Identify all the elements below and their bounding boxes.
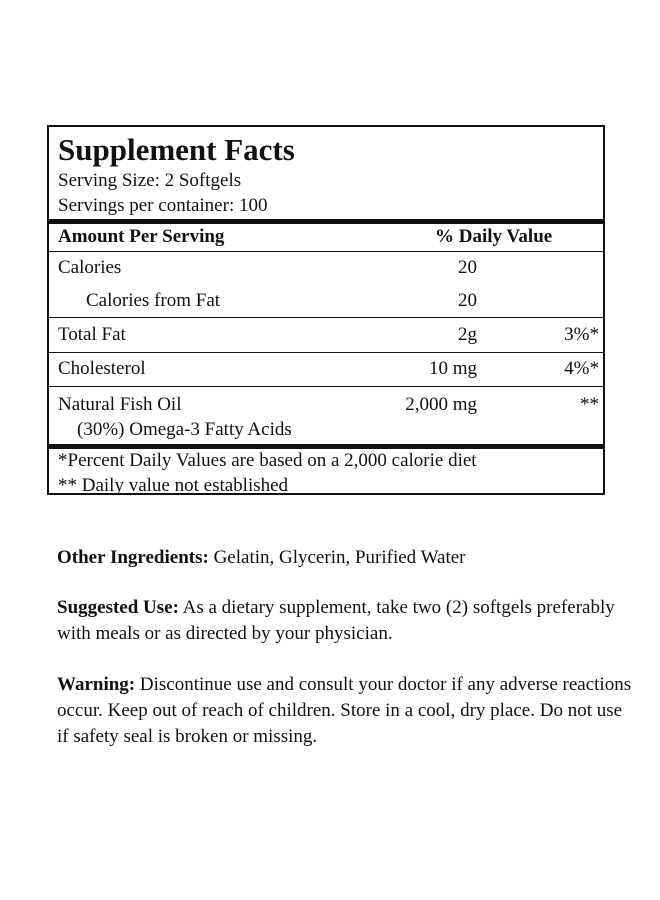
daily-value-header: % Daily Value [435,226,553,247]
amount-per-serving-header: Amount Per Serving [58,226,225,247]
suggested-use-text: As a dietary supplement, take two (2) softgels preferably with meals or as directed by your physician. [57,597,615,644]
warning-label: Warning: [57,674,136,695]
row-divider [49,251,603,252]
row-fish-oil-amount: 2,000 mg [405,394,477,415]
row-divider [49,386,603,387]
other-ingredients [57,545,632,571]
other-ingredients-label: Other Ingredients: [57,547,209,568]
suggested-use-label: Suggested Use: [57,597,179,618]
row-calories-name: Calories [58,257,122,278]
row-cholesterol-amount: 10 mg [428,358,477,379]
row-fish-oil-name: Natural Fish Oil [58,394,182,415]
warning [57,672,632,750]
row-calories-fat-amount: 20 [458,290,477,311]
row-total-fat-amount: 2g [458,324,477,345]
row-total-fat-name: Total Fat [58,324,126,345]
row-total-fat-dv: 3%* [564,324,599,345]
footnote-not-established: ** Daily value not established [58,475,289,496]
row-fish-oil-dv: ** [580,394,599,415]
other-ingredients-text: Gelatin, Glycerin, Purified Water [208,547,466,568]
row-omega3-subline: (30%) Omega-3 Fatty Acids [77,419,292,440]
serving-size: Serving Size: 2 Softgels [58,170,242,191]
row-calories-fat-name: Calories from Fat [86,290,221,311]
facts-title: Supplement Facts [58,132,295,167]
row-calories-amount: 20 [458,257,477,278]
row-divider [49,352,603,353]
suggested-use [57,595,632,647]
row-cholesterol-dv: 4%* [564,358,599,379]
supplement-facts-panel [47,125,605,495]
thick-divider-top [49,219,603,224]
footnote-daily-values: *Percent Daily Values are based on a 2,000 calorie diet [58,450,477,471]
row-cholesterol-name: Cholesterol [58,358,146,379]
warning-text: Discontinue use and consult your doctor if any adverse reactions occur. Keep out of reach of children. Store in a cool, dry place. Do not use if safety seal is broken or missing. [57,674,632,747]
servings-per-container: Servings per container: 100 [58,195,268,216]
row-divider [49,317,603,318]
thick-divider-bottom [49,444,603,449]
